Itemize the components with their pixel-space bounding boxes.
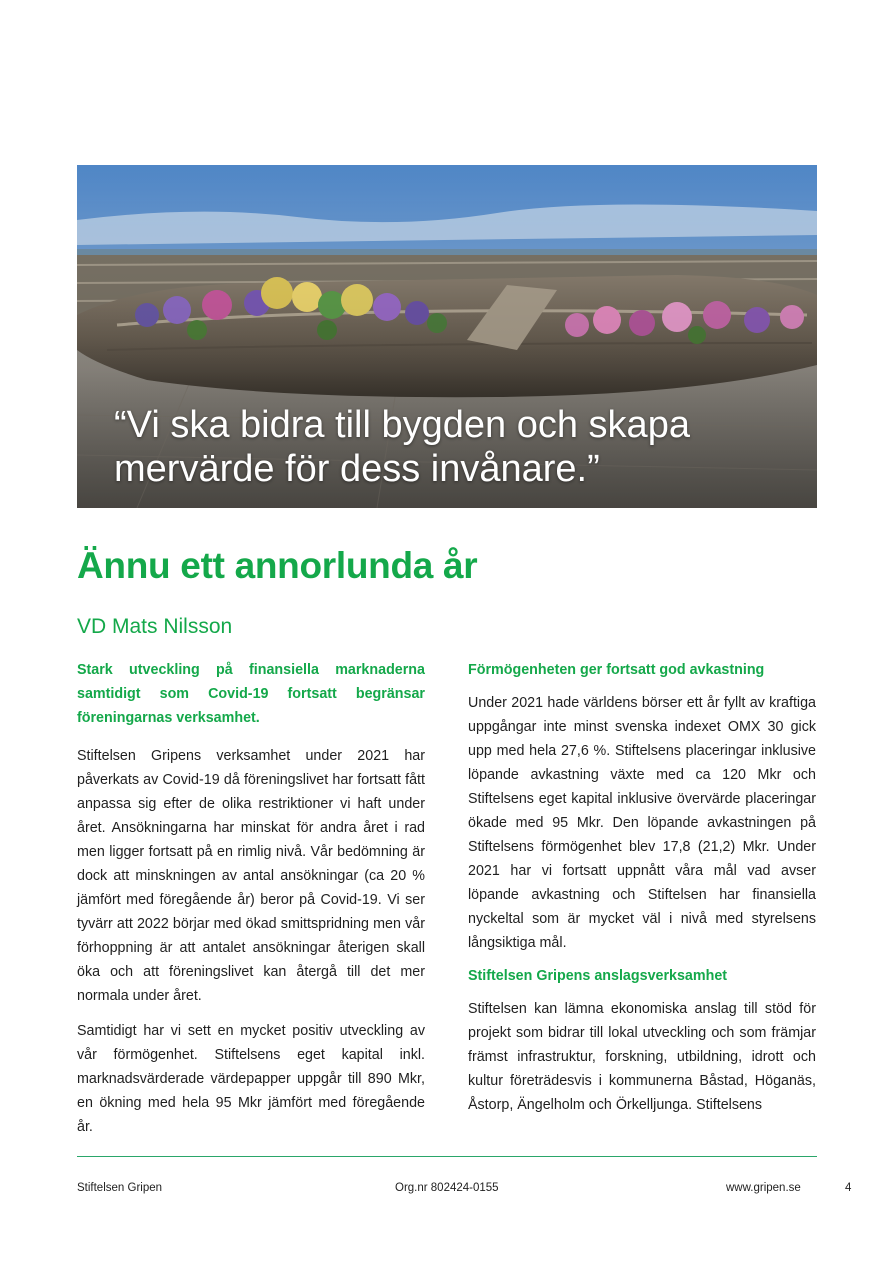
hero-quote — [114, 403, 794, 491]
lead-paragraph: Stark utveckling på finansiella marknaderna samtidigt som Covid-19 fortsatt begränsar föreningarnas verksamhet. — [77, 662, 425, 726]
section-heading-wealth: Förmögenheten ger fortsatt god avkastning — [468, 662, 765, 678]
body-paragraph-2: Samtidigt har vi sett en mycket positiv utveckling av vår förmögenhet. Stiftelsens eget kapital inkl. marknadsvärderade värdepapper uppgår till 890 Mkr, en ökning med hela 95 Mkr jämfört med föregående år. — [77, 1023, 425, 1135]
article-author: VD Mats Nilsson — [77, 615, 233, 638]
right-column — [468, 658, 816, 1117]
section-heading-grants: Stiftelsen Gripens anslagsverksamhet — [468, 968, 728, 984]
hero-image — [77, 165, 817, 508]
footer-org-number: Org.nr 802424-0155 — [395, 1182, 499, 1194]
body-paragraph-1: Stiftelsen Gripens verksamhet under 2021 har påverkats av Covid-19 då föreningslivet har fortsatt fått anpassa sig efter de olika restriktioner vi haft under året. Ansökningarna har minskat för andra året i rad men ligger fortsatt på en rimlig nivå. Vår bedömning är dock att minskningen av antal ansökningar (ca 20 % jämfört med föregående år) beror på Covid-19. Vi ser tyvärr att 2022 börjar med ökad smittspridning men vår förhoppning är att antalet ansökningar återigen skall öka och att föreningslivet kan återgå till det mer normala under året. — [77, 748, 425, 1004]
article-title: Ännu ett annorlunda år — [77, 545, 478, 586]
body-paragraph-4: Stiftelsen kan lämna ekonomiska anslag till stöd för projekt som bidrar till lokal utveckling och som främjar främst infrastruktur, forskning, utbildning, idrott och kultur företrädesvis i kommunerna Båstad, Höganäs, Åstorp, Ängelholm och Örkelljunga. Stiftelsens — [468, 1001, 816, 1113]
hero-quote-line-1: “Vi ska bidra till bygden och skapa — [114, 404, 690, 446]
footer-website-link[interactable]: www.gripen.se — [726, 1182, 801, 1194]
footer-divider — [77, 1156, 817, 1157]
page-number: 4 — [845, 1182, 852, 1194]
left-column — [77, 658, 425, 1139]
body-paragraph-3: Under 2021 hade världens börser ett år fyllt av kraftiga uppgångar inte minst svenska indexet OMX 30 gick upp med hela 27,6 %. Stiftelsens placeringar inklusive löpande avkastning växte med ca 120 Mkr och Stiftelsens eget kapital inklusive övervärde placeringar ökade med 95 Mkr. Den löpande avkastningen på Stiftelsens förmögenhet blev 17,8 (21,2) Mkr. Under 2021 har vi fortsatt uppnått våra mål vad avser löpande avkastning och Stiftelsen har finansiella nyckeltal som är mycket väl i nivå med styrelsens långsiktiga mål. — [468, 695, 816, 951]
footer-organization: Stiftelsen Gripen — [77, 1182, 163, 1194]
hero-quote-line-2: mervärde för dess invånare.” — [114, 448, 600, 490]
